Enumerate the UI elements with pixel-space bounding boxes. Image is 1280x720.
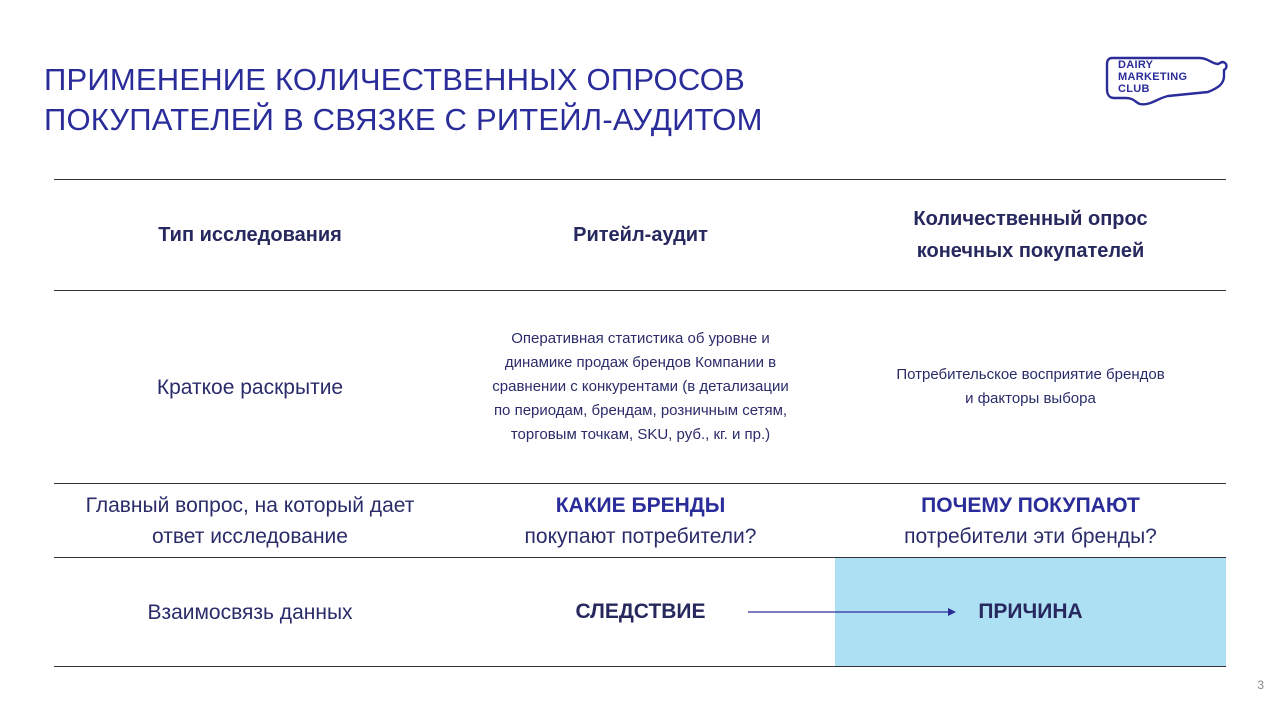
- row-data-relationship-label: [54, 558, 446, 666]
- slide-title-line-2: ПОКУПАТЕЛЕЙ В СВЯЗКЕ С РИТЕЙЛ-АУДИТОМ: [44, 102, 763, 137]
- retail-question-emphasis: КАКИЕ БРЕНДЫ: [555, 493, 726, 517]
- retail-description-line-3: сравнении с конкурентами (в детализации: [492, 378, 789, 395]
- logo-text-marketing: MARKETING: [1118, 71, 1188, 83]
- header-survey-line-1: Количественный опрос: [913, 208, 1148, 230]
- retail-main-question: [446, 484, 835, 557]
- survey-description-line-2: и факторы выбора: [965, 390, 1096, 407]
- slide-title-line-1: ПРИМЕНЕНИЕ КОЛИЧЕСТВЕННЫХ ОПРОСОВ: [44, 62, 745, 97]
- data-relationship-text: Взаимосвязь данных: [147, 600, 353, 624]
- header-retail-audit-label: Ритейл-аудит: [573, 224, 708, 246]
- main-question-label-line-2: ответ исследование: [152, 524, 348, 548]
- survey-description-line-1: Потребительское восприятие брендов: [896, 366, 1165, 383]
- retail-brief-description: [446, 291, 835, 483]
- retail-description-line-2: динамике продаж брендов Компании в: [504, 354, 777, 371]
- header-research-type: [54, 180, 446, 290]
- main-question-label-line-1: Главный вопрос, на который дает: [85, 493, 415, 517]
- logo-text-dairy: DAIRY: [1118, 59, 1154, 71]
- header-retail-audit: [446, 180, 835, 290]
- header-quantitative-survey: [835, 180, 1226, 290]
- dairy-marketing-club-logo: [1104, 54, 1232, 112]
- retail-description-line-5: торговым точкам, SKU, руб., кг. и пр.): [510, 426, 771, 443]
- header-research-type-label: Тип исследования: [158, 224, 342, 246]
- cause-text: ПРИЧИНА: [978, 600, 1083, 623]
- survey-brief-description: [835, 291, 1226, 483]
- logo-text-club: CLUB: [1118, 83, 1150, 95]
- survey-question-emphasis: ПОЧЕМУ ПОКУПАЮТ: [921, 493, 1140, 517]
- retail-question-rest: покупают потребители?: [524, 524, 757, 548]
- table-bottom-border: [54, 666, 1226, 667]
- slide-title: [44, 60, 944, 140]
- survey-question-rest: потребители эти бренды?: [904, 524, 1157, 548]
- survey-main-question: [835, 484, 1226, 557]
- row-main-question-label: [54, 484, 446, 557]
- consequence-text: СЛЕДСТВИЕ: [575, 600, 706, 623]
- retail-description-line-1: Оперативная статистика об уровне и: [511, 330, 770, 347]
- row-brief-description-label: [54, 291, 446, 483]
- page-number: 3: [1257, 678, 1264, 692]
- arrow-right-icon: [748, 604, 958, 620]
- retail-description-line-4: по периодам, брендам, розничным сетям,: [493, 402, 788, 419]
- header-survey-line-2: конечных покупателей: [916, 240, 1145, 262]
- row-brief-description-text: Краткое раскрытие: [156, 375, 344, 399]
